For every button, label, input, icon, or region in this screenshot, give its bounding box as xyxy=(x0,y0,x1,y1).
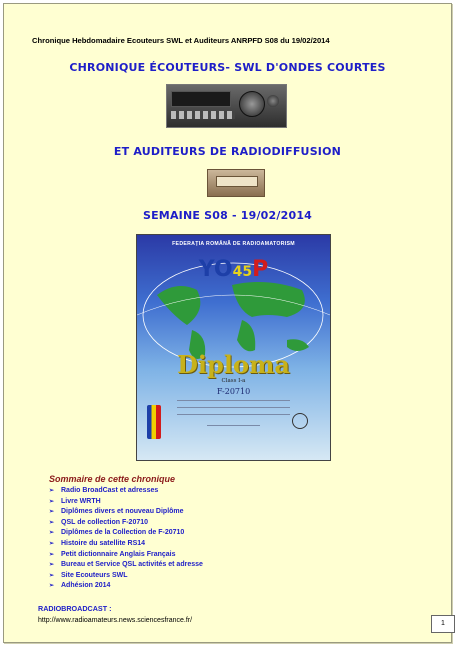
diploma-class: Class I-a xyxy=(221,378,246,384)
page-header: Chronique Hebdomadaire Ecouteurs SWL et Auditeurs ANRPFD S08 du 19/02/2014 xyxy=(32,36,330,45)
radiobroadcast-url[interactable]: http://www.radioamateurs.news.sciencesfrance.fr/ xyxy=(38,617,193,624)
list-item: ➢ Petit dictionnaire Anglais Français xyxy=(49,550,176,558)
arrow-bullet-icon: ➢ xyxy=(49,583,55,590)
diploma-image xyxy=(136,234,331,461)
subtitle: ET AUDITEURS DE RADIODIFFUSION xyxy=(113,145,342,158)
list-item: ➢ Bureau et Service QSL activités et adresse xyxy=(49,561,203,569)
seal-icon xyxy=(292,413,308,429)
list-item: ➢ Radio BroadCast et adresses xyxy=(49,487,159,494)
arrow-bullet-icon: ➢ xyxy=(49,509,55,516)
list-item: ➢ Histoire du satellite RS14 xyxy=(49,539,146,547)
transceiver-photo xyxy=(166,84,287,128)
arrow-bullet-icon: ➢ xyxy=(49,562,55,569)
arrow-bullet-icon: ➢ xyxy=(49,540,55,547)
diploma-callsign: YO45P xyxy=(198,257,269,282)
arrow-bullet-icon: ➢ xyxy=(49,572,55,579)
vintage-radio-photo xyxy=(207,169,265,197)
arrow-bullet-icon: ➢ xyxy=(49,551,55,558)
list-item: ➢ Livre WRTH xyxy=(49,497,101,505)
summary-list xyxy=(49,487,203,593)
radiobroadcast-heading: RADIOBROADCAST : xyxy=(38,604,112,613)
diploma-number: F-20710 xyxy=(216,387,251,396)
list-item: ➢ Diplômes divers et nouveau Diplôme xyxy=(49,508,184,516)
arrow-bullet-icon: ➢ xyxy=(49,488,55,494)
page-number: 1 xyxy=(431,615,455,633)
list-item: ➢ Site Ecouteurs SWL xyxy=(49,571,128,579)
week-title: SEMAINE S08 - 19/02/2014 xyxy=(142,209,313,222)
summary-heading: Sommaire de cette chronique xyxy=(49,474,176,484)
list-item: ➢ Adhésion 2014 xyxy=(49,582,111,590)
arrow-bullet-icon: ➢ xyxy=(49,530,55,537)
romanian-flag-graphic xyxy=(147,405,161,439)
diploma-title: Diploma xyxy=(177,350,290,379)
list-item: ➢ QSL de collection F-20710 xyxy=(49,518,149,526)
arrow-bullet-icon: ➢ xyxy=(49,498,55,505)
list-item: ➢ Diplômes de la Collection de F-20710 xyxy=(49,529,185,537)
arrow-bullet-icon: ➢ xyxy=(49,519,55,526)
main-title: CHRONIQUE ÉCOUTEURS- SWL D'ONDES COURTES xyxy=(69,61,386,74)
document-page xyxy=(3,3,452,643)
diploma-association: FEDERAȚIA ROMÂNĂ DE RADIOAMATORISM xyxy=(172,241,295,247)
